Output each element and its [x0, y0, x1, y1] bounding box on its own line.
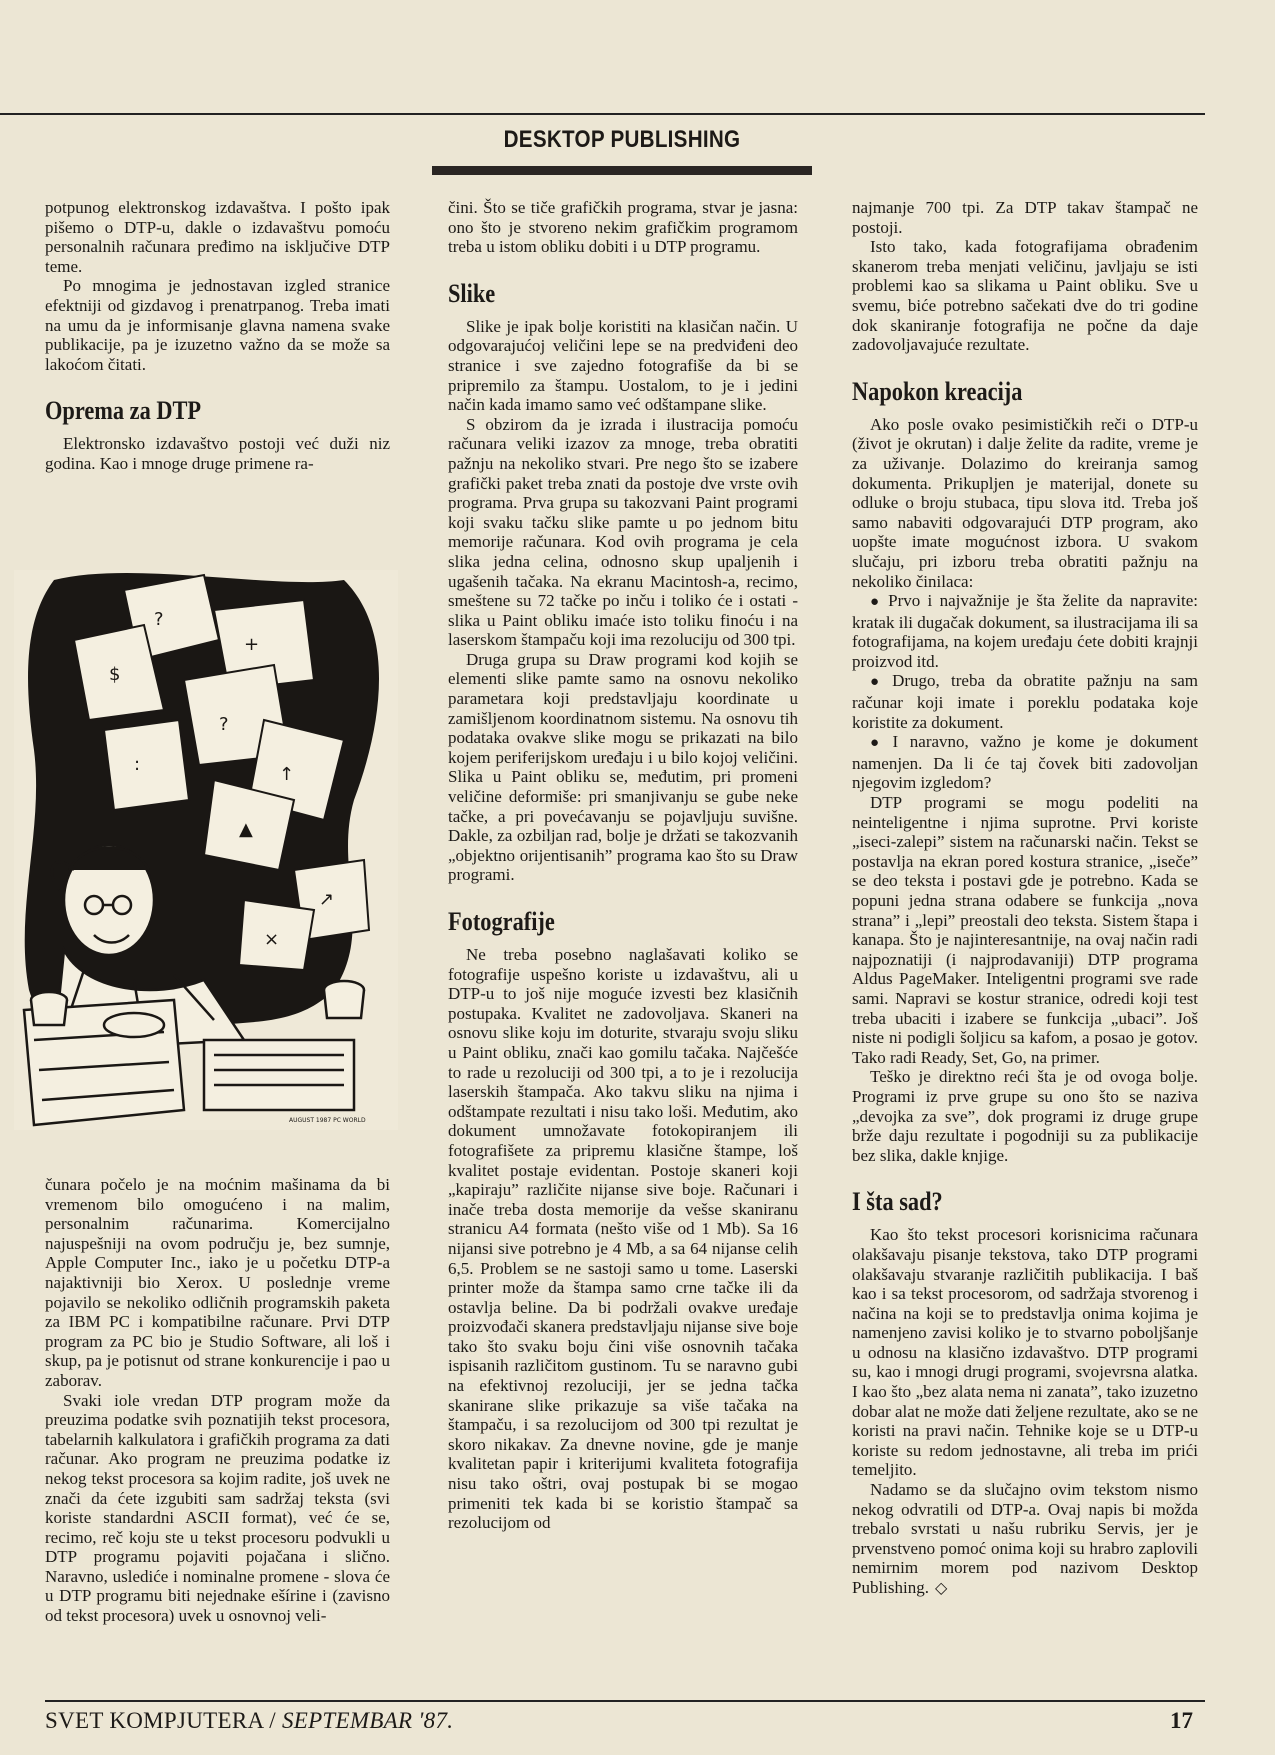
footer-magazine-name: SVET KOMPJUTERA	[45, 1708, 264, 1733]
illustration-credit: AUGUST 1987 PC WORLD	[289, 1117, 366, 1124]
svg-text:×: ×	[264, 929, 280, 950]
paragraph: Ako posle ovako pesimističkih reči o DTP-u (život je okrutan) i dalje želite da radite, vreme je za uživanje. Dolazimo do kreiranja samog dokumenta. Prikupljen je materijal, donete su odluke o broju stubaca, tipu slova itd. Treba još samo nabaviti odgovarajući DTP program, ako uopšte imate mogućnost izbora. U svakom slučaju, pri izboru treba obratiti pažnju na nekoliko činilaca:	[852, 414, 1198, 591]
paragraph: čini. Što se tiče grafičkih programa, stvar je jasna: ono što je stvoreno nekim grafičkim programom treba u istom obliku dobiti i u DTP programu.	[448, 198, 798, 257]
section-tag: DESKTOP PUBLISHING	[503, 126, 741, 153]
illustration-svg	[14, 570, 398, 1130]
paragraph: DTP programi se mogu podeliti na neinteligentne i njima suprotne. Prvi koriste „iseci-zalepi” sistem na računarski način. Tekst se postavlja na ekran pored kostura stranice, „iseče” se deo teksta i postavi gde je potrebno. Kada se popuni jedna strana odabere se funkcija „nova strana” i „lepi” preostali deo teksta. Sistem štapa i kanapa. Što je najinteresantnije, na ovaj način radi najpoznatiji (i najprodavaniji) DTP programa Aldus PageMaker. Inteligentni programi sve rade sami. Napravi se kostur stranice, odredi koji test treba ubaciti i izabere se funkcija „ubaci”. Još niste ni podigli šoljicu sa kafom, a posao je gotov. Tako radi Ready, Set, Go, na primer.	[852, 793, 1198, 1067]
column-2	[448, 198, 798, 1533]
paragraph: najmanje 700 tpi. Za DTP takav štampač ne postoji.	[852, 198, 1198, 237]
paragraph: Ne treba posebno naglašavati koliko se fotografije uspešno koriste u izdavaštvu, ali u DTP-u to još nije moguće izvesti bez klasičnih postupaka. Kvalitet ne zadovoljava. Skaneri na osnovu slike koju im doturite, stvaraju svoju sliku u Paint obliku, znači kao gomilu tačaka. Najčešće to rade u rezoluciji od 300 tpi, a to je i rezolucija laserskih štampača. Ako takvu sliku na njima i odštampate rezultati i nisu tako loši. Međutim, ako dokument umnožavate fotokopiranjem ili fotografišete za pripremu klasične štampe, loš kvalitet postaje evidentan. Postoje skaneri koji „kapiraju” različite nijanse sive boje. Računari i inače treba dosta memorije da vešse skaniranu stranicu A4 formata (nešto više od 1 Mb). Sa 16 nijansi sive potrebno je 4 Mb, a sa 64 nijanse celih 6,5. Problem se ne sastoji samo u tome. Laserski printer može da štampa samo crne tačke ili da ostavlja beline. Da bi podržali ovakve uređaje proizvođači skanera predstavljaju nijanse sive boje tako što svaku boju čini više osnovnih tačaka ispisanih različitom gustinom. Tu se naravno gubi na efektivnoj rezoluciji, jer se jedna tačka skanirane slike prikazuje sa više tačaka na štampaču, i sa rezolucijom od 300 tpi rezultat je skoro nikakav. Za dnevne novine, gde je manje kvalitetan papir i kriterijumi kvaliteta fotografija nisu tako oštri, ovaj postupak bi se mogao primeniti tek kada bi se koristio štampač sa rezolucijom od	[448, 945, 798, 1533]
header-rule	[0, 113, 1205, 115]
footer-separator: /	[263, 1708, 282, 1733]
subheading: Fotografije	[448, 907, 555, 936]
footer-rule	[45, 1700, 1205, 1702]
svg-text:↗: ↗	[319, 889, 335, 910]
column-1-top	[45, 198, 390, 474]
subheading: Napokon kreacija	[852, 376, 1023, 406]
paragraph: Kao što tekst procesori korisnicima računara olakšavaju pisanje tekstova, tako DTP programi olakšavaju stvaranje različitih publikacija. I baš kao i sa tekst procesorom, od sadržaja stvorenog i načina na koji se to predstavlja onima kojima je namenjeno zavisi koliko je to stvarno poboljšanje u odnosu na klasično izdavaštvo. DTP programi su, kao i mnogi drugi programi, svojevrsna alatka. I kao što „bez alata nema ni zanata”, tako izuzetno dobar alat ne može dati željene rezultate, ako se ne koristi na pravi način. Tehnike koje se u DTP-u koriste su redom jednostavne, ali treba im prići temeljito.	[852, 1225, 1198, 1480]
paragraph: Po mnogima je jednostavan izgled stranice efektniji od gizdavog i prenatrpanog. Treba imati na umu da je informisanje glavna namena svake publikacije, pa je izuzetno važno da se može sa lakoćom čitati.	[45, 276, 390, 374]
closing-paragraph-text: Nadamo se da slučajno ovim tekstom nismo nekog odvratili od DTP-a. Ovaj napis bi možda trebalo svrstati u našu rubriku Servis, jer je prvenstveno pomoć onima koji su hrabro zaplovili nemirnim morem pod nazivom Desktop Publishing.	[852, 1480, 1198, 1597]
subheading: I šta sad?	[852, 1187, 943, 1217]
svg-text:↑: ↑	[279, 764, 295, 785]
paragraph: S obzirom da je izrada i ilustracija pomoću računara veliki izazov za mnoge, treba obratiti pažnju na nekoliko stvari. Pre nego što se izabere grafički paket treba znati da postoje dve vrste ovih programa. Prva grupa su takozvani Paint programi koji svaku tačku slike pamte u po jednom bitu memorije računara. Kod ovih programa je cela slika jedna celina, odnosno skup upaljenih i ugašenih tačaka. Na ekranu Macintosh-a, recimo, smeštene su 72 tačke po inču i toliko će i ostati - slika u Paint obliku imaće isto toliku finoću i na laserskom štampaču koji ima rezoluciju od 300 tpi.	[448, 414, 798, 650]
paragraph: čunara počelo je na moćnim mašinama da bi vremenom bilo omogućeno i na malim, personalnim računarima. Komercijalno najuspešniji na ovom području je, bez sumnje, Apple Computer Inc., iako je u početku DTP-a najaktivniji bio Xerox. U poslednje vreme pojavilo se nekoliko odličnih programskih paketa za IBM PC i kompatibilne računare. Prvi DTP program za PC bio je Studio Software, ali loš i skup, pa je potisnut od strane konkurencije i pao u zaborav.	[45, 1175, 390, 1390]
svg-text:▲: ▲	[239, 819, 253, 840]
subheading: Slike	[448, 278, 496, 308]
bullet-item: ● I naravno, važno je kome je dokument namenjen. Da li će taj čovek biti zadovoljan njegovim izgledom?	[852, 732, 1198, 793]
column-1-bottom	[45, 1175, 390, 1626]
paragraph	[852, 1480, 1198, 1599]
paragraph: Svaki iole vredan DTP program može da preuzima podatke svih poznatijih tekst procesora, tabelarnih kalkulatora i grafičkih programa za dati računar. Ako program ne preuzima podatke iz nekog tekst procesora sa kojim radite, još uvek ne znači da ćete izgubiti sam sadržaj teksta (svi koriste standardni ASCII format), već će se, recimo, reč koju ste u tekst procesoru podvukli u DTP programu pojaviti pojačana i slično. Naravno, uslediće i nominalne promene - slova će u DTP programu biti nejednake ešírine i (zavisno od tekst procesora) uvek u osnovnoj veli-	[45, 1390, 390, 1626]
page-number: 17	[1170, 1708, 1193, 1733]
cartoon-illustration	[14, 570, 398, 1130]
footer-issue: SEPTEMBAR '87.	[281, 1708, 454, 1733]
svg-text::: :	[134, 754, 141, 775]
paragraph: Isto tako, kada fotografijama obrađenim skanerom treba menjati veličinu, javljaju se isti problemi kao sa slikama u Paint obliku. Sve u svemu, biće potrebno sačekati dve do tri godine dok skaniranje fotografija ne počne da daje zadovoljavajuće rezultate.	[852, 237, 1198, 355]
section-tag-bar	[432, 166, 812, 175]
paragraph: Teško je direktno reći šta je od ovoga bolje. Programi iz prve grupe su ono što se naziva „devojka za sve”, dok programi iz druge grupe brže daju rezultate i pogodniji su za publikacije bez slika, dakle knjige.	[852, 1067, 1198, 1165]
paragraph: Druga grupa su Draw programi kod kojih se elementi slike pamte samo na osnovu nekoliko parametara koji predstavljaju koordinate u zamišljenom koordinatnom sistemu. Na osnovu tih podataka ovakve slike mogu se prikazati na bilo kojem periferijskom uređaju i u bilo kojoj veličini. Slika u Paint obliku se, međutim, pri promeni veličine deformiše: pri smanjivanju se gube neke tačke, a pri povećavanju se pojavljuju suvišne. Dakle, za ozbiljan rad, bolje je držati se takozvanih „objektno orijentisanih” programa kao što su Draw programi.	[448, 649, 798, 885]
svg-text:+: +	[244, 634, 260, 655]
paragraph: potpunog elektronskog izdavaštva. I pošto ipak pišemo o DTP-u, dakle o izdavaštvu pomoću personalnih računara pređimo na isključive DTP teme.	[45, 198, 390, 276]
subheading: Oprema za DTP	[45, 396, 202, 426]
footer-magazine-line	[45, 1708, 453, 1734]
bullet-item: ● Prvo i najvažnije je šta želite da napravite: kratak ili dugačak dokument, sa ilustracijama ili sa fotografijama, na kojem uređaju ćete dobiti krajnji proizvod itd.	[852, 591, 1198, 671]
paragraph: Slike je ipak bolje koristiti na klasičan način. U odgovarajućoj veličini lepe se na predviđeni deo stranice i sve zajedno fotografiše da bi se pripremilo za štampu. Uostalom, to je i jedini način kada imamo samo već odštampane slike.	[448, 316, 798, 415]
end-of-article-icon: ◇	[935, 1580, 948, 1597]
svg-text:?: ?	[219, 714, 229, 735]
paragraph: Elektronsko izdavaštvo postoji već duži niz godina. Kao i mnoge druge primene ra-	[45, 434, 390, 473]
column-3	[852, 198, 1198, 1599]
svg-text:$: $	[109, 664, 121, 685]
svg-text:?: ?	[154, 609, 164, 630]
bullet-item: ● Drugo, treba da obratite pažnju na sam računar koji imate i poreklu podataka koje koristite za dokument.	[852, 671, 1198, 732]
